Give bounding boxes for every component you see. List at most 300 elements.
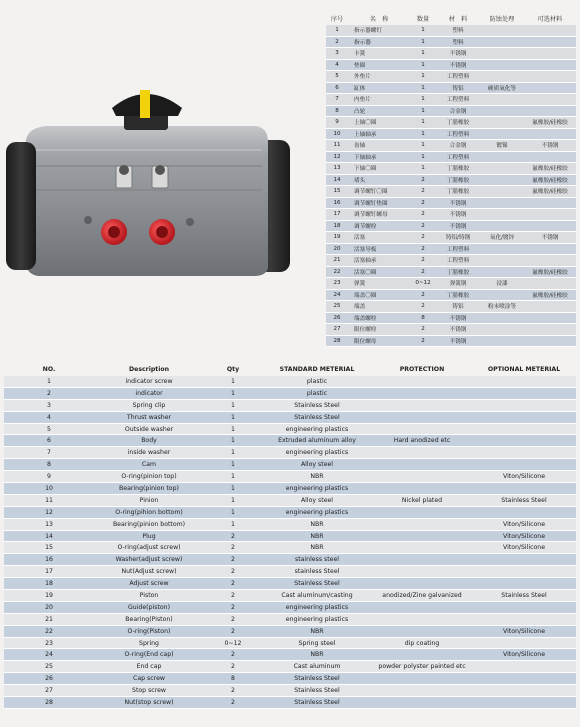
table-row — [4, 518, 576, 530]
cell-no: 9 — [326, 117, 348, 129]
cell-qty: 1 — [204, 459, 262, 471]
cell-qty: 1 — [410, 94, 436, 106]
cell-protection — [372, 685, 472, 697]
cell-optional — [524, 36, 576, 48]
cell-optional — [524, 220, 576, 232]
cell-protection — [480, 105, 524, 117]
cell-optional: 氟橡胶/硅橡胶 — [524, 266, 576, 278]
table-row — [4, 494, 576, 506]
cell-qty: 1 — [204, 518, 262, 530]
cell-optional-material: Viton/Silicone — [472, 518, 576, 530]
table-row — [4, 637, 576, 649]
cell-standard-material: Stainless Steel — [262, 411, 372, 423]
cell-protection — [480, 71, 524, 83]
cell-no: 4 — [326, 59, 348, 71]
cell-qty: 1 — [204, 435, 262, 447]
cell-protection: 粉末喷涂等 — [480, 301, 524, 313]
table-row — [326, 151, 576, 163]
table-row — [326, 174, 576, 186]
cell-standard-material: NBR — [262, 530, 372, 542]
cell-protection — [480, 174, 524, 186]
cell-standard-material: Stainless Steel — [262, 578, 372, 590]
cell-material: 不锈钢 — [436, 48, 480, 60]
cell-no: 1 — [326, 25, 348, 36]
col-header-description: Description — [128, 365, 170, 373]
table-row — [326, 117, 576, 129]
cell-protection — [480, 151, 524, 163]
cell-protection — [372, 566, 472, 578]
cell-standard-material: NBR — [262, 518, 372, 530]
cell-name: 指示器螺钉 — [348, 25, 410, 36]
cell-optional-material — [472, 423, 576, 435]
cell-no: 13 — [4, 518, 94, 530]
cell-material: 丁腈橡胶 — [436, 174, 480, 186]
table-row — [326, 289, 576, 301]
cell-name: 调节螺钉垫圈 — [348, 197, 410, 209]
cell-protection — [372, 376, 472, 387]
cell-description: Bearing(pinion bottom) — [94, 518, 204, 530]
col-header-protection: PROTECTION — [399, 365, 445, 373]
cell-name: 活塞 — [348, 232, 410, 244]
cell-optional — [524, 71, 576, 83]
cell-protection — [372, 601, 472, 613]
cell-protection: 镀镍 — [480, 140, 524, 152]
cell-description: indicator screw — [94, 376, 204, 387]
cell-qty: 2 — [204, 613, 262, 625]
cell-qty: 1 — [204, 399, 262, 411]
cell-no: 26 — [4, 673, 94, 685]
cell-standard-material: Alloy steel — [262, 459, 372, 471]
cell-optional-material — [472, 506, 576, 518]
cell-name: 活塞〇圈 — [348, 266, 410, 278]
cell-no: 22 — [4, 625, 94, 637]
cell-standard-material: Alloy steel — [262, 494, 372, 506]
cell-optional — [524, 209, 576, 221]
cell-protection: Nickel plated — [372, 494, 472, 506]
cell-material: 不锈钢 — [436, 324, 480, 336]
cell-material: 丁腈橡胶 — [436, 289, 480, 301]
cell-optional — [524, 197, 576, 209]
cell-protection — [372, 471, 472, 483]
cell-description: Stop screw — [94, 685, 204, 697]
cell-standard-material: NBR — [262, 649, 372, 661]
table-row — [4, 685, 576, 697]
cell-standard-material: engineering plastics — [262, 613, 372, 625]
cell-standard-material: engineering plastics — [262, 423, 372, 435]
cell-qty: 1 — [204, 376, 262, 387]
cell-material: 不锈钢 — [436, 335, 480, 347]
cell-qty: 2 — [204, 578, 262, 590]
cell-protection — [480, 197, 524, 209]
cell-optional: 不锈钢 — [524, 232, 576, 244]
cell-qty: 2 — [204, 685, 262, 697]
cell-optional: 不锈钢 — [524, 140, 576, 152]
cell-description: Cap screw — [94, 673, 204, 685]
table-row — [4, 697, 576, 709]
cell-no: 15 — [326, 186, 348, 198]
cell-protection — [480, 255, 524, 267]
cell-qty: 1 — [410, 59, 436, 71]
cell-qty: 2 — [204, 697, 262, 709]
end-cap-left — [6, 142, 36, 270]
table-row — [326, 209, 576, 221]
cell-no: 27 — [326, 324, 348, 336]
cell-name: 卡簧 — [348, 48, 410, 60]
cell-no: 10 — [4, 483, 94, 495]
cell-material: 铸铝/铸钢 — [436, 232, 480, 244]
table-row — [4, 578, 576, 590]
table-header-row — [4, 362, 576, 376]
cell-no: 23 — [4, 637, 94, 649]
cell-standard-material: Cast aluminum — [262, 661, 372, 673]
table-row — [4, 411, 576, 423]
cell-no: 5 — [326, 71, 348, 83]
cell-qty: 0~12 — [204, 637, 262, 649]
cell-standard-material: NBR — [262, 625, 372, 637]
cell-qty: 2 — [410, 220, 436, 232]
parts-table-chinese — [326, 12, 576, 347]
cell-qty: 1 — [410, 128, 436, 140]
cell-no: 18 — [326, 220, 348, 232]
cell-protection — [372, 530, 472, 542]
cell-qty: 0~12 — [410, 278, 436, 290]
cell-standard-material: engineering plastics — [262, 447, 372, 459]
cell-standard-material: Cast aluminum/casting — [262, 590, 372, 602]
table-row — [4, 459, 576, 471]
cell-qty: 2 — [204, 590, 262, 602]
cell-material: 合金钢 — [436, 140, 480, 152]
cell-optional-material — [472, 554, 576, 566]
cell-qty: 1 — [204, 387, 262, 399]
cell-qty: 2 — [410, 174, 436, 186]
cell-optional-material — [472, 435, 576, 447]
cell-standard-material: engineering plastics — [262, 601, 372, 613]
cell-material: 不锈钢 — [436, 209, 480, 221]
table-row — [326, 71, 576, 83]
col-header-no: NO. — [42, 365, 56, 373]
cell-protection — [372, 613, 472, 625]
table-row — [326, 25, 576, 36]
cell-protection — [480, 266, 524, 278]
cell-material: 不锈钢 — [436, 59, 480, 71]
cell-description: O-ring(Piston) — [94, 625, 204, 637]
cell-standard-material: NBR — [262, 471, 372, 483]
cell-standard-material: Extruded aluminum alloy — [262, 435, 372, 447]
cell-name: 下轴轴承 — [348, 151, 410, 163]
cell-protection — [372, 447, 472, 459]
table-row — [4, 661, 576, 673]
cell-material: 合金钢 — [436, 105, 480, 117]
cell-optional: 氟橡胶/硅橡胶 — [524, 289, 576, 301]
cell-name: 活塞导板 — [348, 243, 410, 255]
cell-optional-material: Stainless Steel — [472, 590, 576, 602]
cell-standard-material: plastic — [262, 387, 372, 399]
cell-material: 不锈钢 — [436, 220, 480, 232]
cell-description: Guide(piston) — [94, 601, 204, 613]
cell-protection: powder polyster painted etc — [372, 661, 472, 673]
cell-protection — [480, 243, 524, 255]
cell-name: 上轴轴承 — [348, 128, 410, 140]
cell-protection — [480, 209, 524, 221]
cell-name: 弹簧 — [348, 278, 410, 290]
cell-qty: 1 — [204, 483, 262, 495]
cell-name: 堵头 — [348, 174, 410, 186]
table-row — [326, 335, 576, 347]
cell-description: O-ring(pihion bottom) — [94, 506, 204, 518]
indicator-yellow-mark — [140, 90, 150, 118]
cell-optional-material — [472, 661, 576, 673]
cell-standard-material: Spring steel — [262, 637, 372, 649]
cell-qty: 2 — [204, 566, 262, 578]
cell-description: O-ring(End cap) — [94, 649, 204, 661]
cell-protection: 浸漆 — [480, 278, 524, 290]
cell-protection: Hard anodized etc — [372, 435, 472, 447]
cell-protection — [480, 220, 524, 232]
cell-protection — [480, 163, 524, 175]
cell-optional — [524, 25, 576, 36]
cell-description: Spring — [94, 637, 204, 649]
cell-protection — [480, 94, 524, 106]
cell-standard-material: stainless steel — [262, 554, 372, 566]
cell-description: Nut(stop screw) — [94, 697, 204, 709]
cell-no: 28 — [326, 335, 348, 347]
cell-qty: 2 — [410, 301, 436, 313]
cell-optional — [524, 312, 576, 324]
cell-protection — [372, 554, 472, 566]
cell-protection — [372, 506, 472, 518]
cell-no: 7 — [326, 94, 348, 106]
cell-name: 限位螺栓 — [348, 324, 410, 336]
cell-optional — [524, 94, 576, 106]
cell-name: 活塞轴承 — [348, 255, 410, 267]
cell-optional — [524, 324, 576, 336]
cell-no: 24 — [4, 649, 94, 661]
cell-qty: 2 — [204, 625, 262, 637]
cell-protection — [372, 387, 472, 399]
cell-standard-material: Stainless Steel — [262, 673, 372, 685]
cell-protection: 硬质氧化等 — [480, 82, 524, 94]
cell-qty: 2 — [204, 542, 262, 554]
table-row — [326, 140, 576, 152]
cell-no: 21 — [4, 613, 94, 625]
cell-no: 17 — [326, 209, 348, 221]
col-header-standard-material: STANDARD METERIAL — [279, 365, 355, 373]
table-row — [326, 255, 576, 267]
cell-qty: 2 — [410, 266, 436, 278]
col-header-qty: Qty — [226, 365, 240, 373]
cell-description: indicator — [94, 387, 204, 399]
cell-protection — [480, 289, 524, 301]
cell-protection — [372, 542, 472, 554]
cell-name: 内垫片 — [348, 94, 410, 106]
cell-protection — [480, 117, 524, 129]
cell-no: 6 — [326, 82, 348, 94]
table-row — [4, 542, 576, 554]
cell-no: 21 — [326, 255, 348, 267]
cell-optional-material: Viton/Silicone — [472, 530, 576, 542]
cell-description: Adjust screw — [94, 578, 204, 590]
cell-qty: 2 — [410, 232, 436, 244]
cell-protection — [480, 59, 524, 71]
cell-optional-material — [472, 578, 576, 590]
cell-standard-material: engineering plastics — [262, 506, 372, 518]
table-row — [4, 447, 576, 459]
cell-optional — [524, 151, 576, 163]
cell-qty: 1 — [204, 494, 262, 506]
cell-name: 指示器 — [348, 36, 410, 48]
table-row — [4, 376, 576, 387]
cell-material: 不锈钢 — [436, 197, 480, 209]
table-row — [326, 105, 576, 117]
col-header-optional: 可选材料 — [524, 12, 576, 25]
cell-material: 塑料 — [436, 36, 480, 48]
table-row — [326, 197, 576, 209]
cell-protection — [372, 399, 472, 411]
cell-no: 28 — [4, 697, 94, 709]
cell-description: inside washer — [94, 447, 204, 459]
table-row — [4, 554, 576, 566]
cell-no: 6 — [4, 435, 94, 447]
cell-standard-material: plastic — [262, 376, 372, 387]
cell-description: O-ring(pinion top) — [94, 471, 204, 483]
cell-description: Pinion — [94, 494, 204, 506]
cell-material: 丁腈橡胶 — [436, 186, 480, 198]
cell-name: 外垫片 — [348, 71, 410, 83]
cell-material: 工程塑料 — [436, 243, 480, 255]
cell-protection — [372, 483, 472, 495]
table-row — [326, 324, 576, 336]
table-row — [4, 566, 576, 578]
cell-qty: 1 — [410, 105, 436, 117]
cell-description: End cap — [94, 661, 204, 673]
cell-material: 工程塑料 — [436, 151, 480, 163]
cell-optional — [524, 301, 576, 313]
table-row — [326, 82, 576, 94]
cell-no: 8 — [4, 459, 94, 471]
cell-optional — [524, 335, 576, 347]
cell-no: 16 — [326, 197, 348, 209]
cell-protection — [372, 423, 472, 435]
cell-standard-material: NBR — [262, 542, 372, 554]
cell-optional-material — [472, 697, 576, 709]
cell-qty: 8 — [410, 312, 436, 324]
cell-optional: 氟橡胶/硅橡胶 — [524, 186, 576, 198]
cell-protection — [480, 186, 524, 198]
cell-name: 下轴〇圈 — [348, 163, 410, 175]
cell-no: 5 — [4, 423, 94, 435]
cell-optional — [524, 82, 576, 94]
cell-no: 25 — [326, 301, 348, 313]
col-header-qty: 数量 — [410, 12, 436, 25]
col-header-optional-material: OPTIONAL METERIAL — [487, 365, 561, 373]
cell-protection — [372, 411, 472, 423]
col-header-name: 名 称 — [348, 12, 410, 25]
cell-no: 7 — [4, 447, 94, 459]
cell-protection: anodized/Zine galvanized — [372, 590, 472, 602]
table-row — [4, 649, 576, 661]
cell-protection — [372, 625, 472, 637]
table-row — [4, 613, 576, 625]
table-row — [326, 163, 576, 175]
cell-name: 缸体 — [348, 82, 410, 94]
cell-optional — [524, 59, 576, 71]
cell-material: 工程塑料 — [436, 255, 480, 267]
cell-no: 26 — [326, 312, 348, 324]
actuator-photo — [6, 80, 324, 280]
table-row — [4, 399, 576, 411]
cell-no: 18 — [4, 578, 94, 590]
cell-qty: 2 — [410, 255, 436, 267]
cell-optional-material — [472, 447, 576, 459]
cell-protection — [372, 459, 472, 471]
cell-no: 13 — [326, 163, 348, 175]
cell-optional-material — [472, 411, 576, 423]
cell-qty: 1 — [410, 140, 436, 152]
cell-qty: 1 — [410, 25, 436, 36]
cell-qty: 2 — [204, 649, 262, 661]
cell-optional-material: Stainless Steel — [472, 494, 576, 506]
cell-qty: 1 — [204, 447, 262, 459]
cell-protection: 氧化/镀锌 — [480, 232, 524, 244]
cell-standard-material: Stainless Steel — [262, 697, 372, 709]
cell-optional-material — [472, 566, 576, 578]
table-row — [326, 312, 576, 324]
cell-no: 20 — [326, 243, 348, 255]
cell-optional-material: Viton/Silicone — [472, 542, 576, 554]
table-row — [4, 590, 576, 602]
cell-qty: 1 — [410, 48, 436, 60]
cell-optional-material — [472, 613, 576, 625]
cell-no: 4 — [4, 411, 94, 423]
cell-qty: 1 — [410, 163, 436, 175]
cell-optional: 氟橡胶/硅橡胶 — [524, 174, 576, 186]
cell-no: 11 — [4, 494, 94, 506]
cell-protection — [480, 335, 524, 347]
cell-protection — [480, 25, 524, 36]
cell-optional-material — [472, 399, 576, 411]
table-row — [326, 59, 576, 71]
cell-protection — [480, 312, 524, 324]
cell-qty: 1 — [204, 506, 262, 518]
cell-no: 12 — [326, 151, 348, 163]
cell-no: 1 — [4, 376, 94, 387]
cell-no: 10 — [326, 128, 348, 140]
cell-description: Thrust washer — [94, 411, 204, 423]
cell-description: O-ring(adjust screw) — [94, 542, 204, 554]
table-row — [326, 266, 576, 278]
cell-name: 齿轴 — [348, 140, 410, 152]
cell-material: 丁腈橡胶 — [436, 117, 480, 129]
cell-optional: 氟橡胶/硅橡胶 — [524, 117, 576, 129]
cell-optional: 氟橡胶/硅橡胶 — [524, 163, 576, 175]
cell-optional — [524, 105, 576, 117]
cell-optional — [524, 278, 576, 290]
cell-material: 工程塑料 — [436, 71, 480, 83]
cell-optional-material — [472, 483, 576, 495]
cell-description: Spring clip — [94, 399, 204, 411]
cell-optional-material: Viton/Silicone — [472, 625, 576, 637]
table-row — [326, 220, 576, 232]
cell-optional — [524, 128, 576, 140]
cell-description: Bearing(pinion top) — [94, 483, 204, 495]
cell-no: 23 — [326, 278, 348, 290]
cell-material: 不锈钢 — [436, 312, 480, 324]
actuator-body — [26, 126, 268, 276]
table-row — [4, 530, 576, 542]
cell-no: 17 — [4, 566, 94, 578]
cell-material: 塑料 — [436, 25, 480, 36]
cell-qty: 1 — [410, 117, 436, 129]
